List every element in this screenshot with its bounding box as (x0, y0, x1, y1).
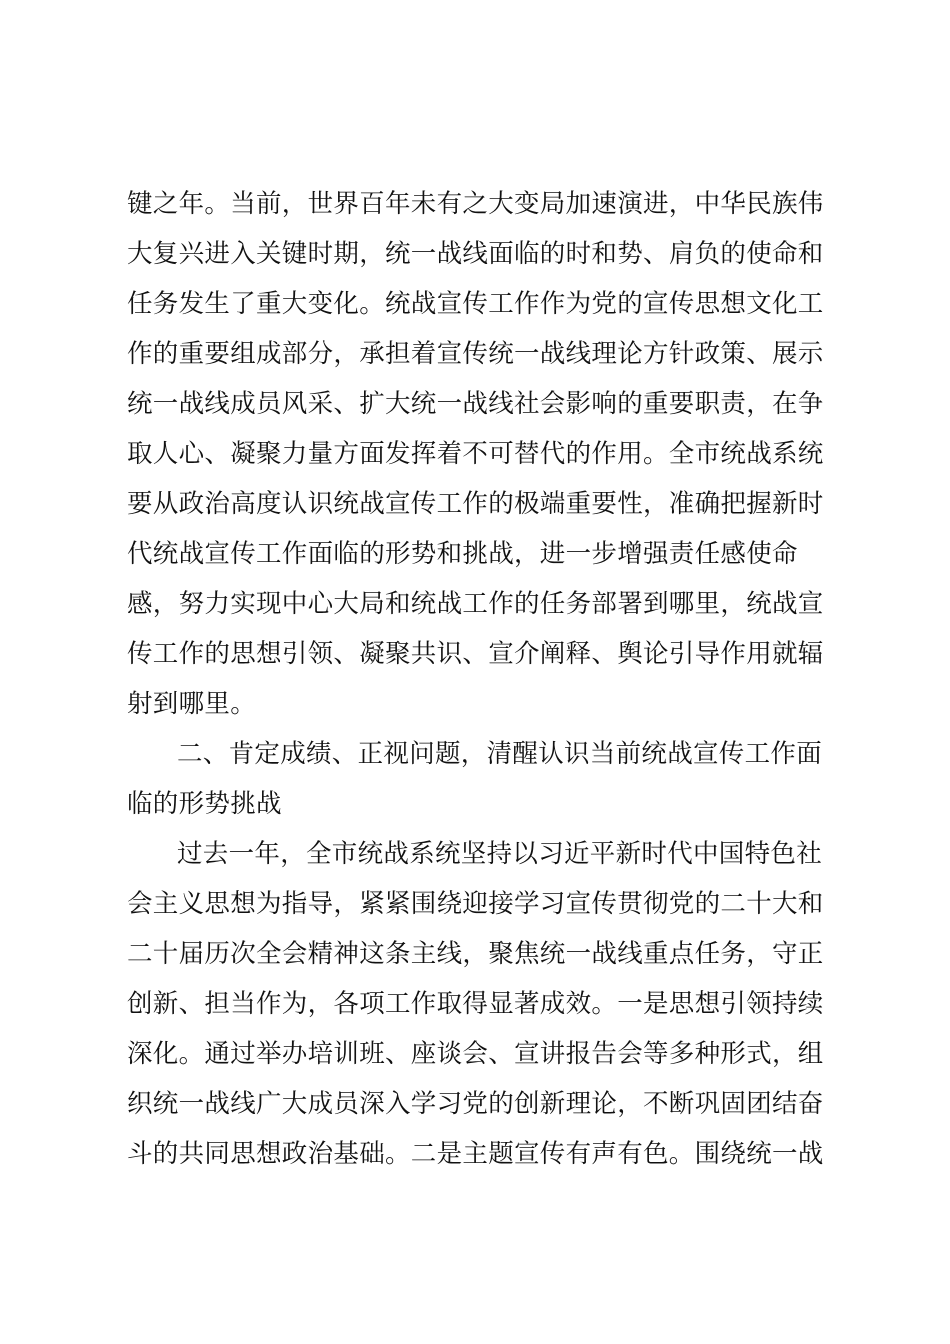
text-line: 创新、担当作为，各项工作取得显著成效。一是思想引领持续 (127, 989, 824, 1019)
text-line: 二十届历次全会精神这条主线，聚焦统一战线重点任务，守正 (127, 939, 824, 969)
text-line: 取人心、凝聚力量方面发挥着不可替代的作用。全市统战系统 (127, 439, 824, 469)
text-line: 织统一战线广大成员深入学习党的创新理论，不断巩固团结奋 (127, 1089, 824, 1119)
text-line: 作的重要组成部分，承担着宣传统一战线理论方针政策、展示 (127, 339, 824, 369)
text-line: 会主义思想为指导，紧紧围绕迎接学习宣传贯彻党的二十大和 (127, 889, 824, 919)
text-line: 任务发生了重大变化。统战宣传工作作为党的宣传思想文化工 (127, 289, 824, 319)
text-line: 要从政治高度认识统战宣传工作的极端重要性，准确把握新时 (127, 489, 824, 519)
text-line: 大复兴进入关键时期，统一战线面临的时和势、肩负的使命和 (127, 239, 824, 269)
heading-line: 二、肯定成绩、正视问题，清醒认识当前统战宣传工作面 (177, 739, 823, 769)
text-line: 感，努力实现中心大局和统战工作的任务部署到哪里，统战宣 (127, 589, 824, 619)
text-line: 深化。通过举办培训班、座谈会、宣讲报告会等多种形式，组 (127, 1039, 824, 1069)
text-line: 射到哪里。 (127, 689, 257, 719)
text-line: 过去一年，全市统战系统坚持以习近平新时代中国特色社 (177, 839, 823, 869)
text-line: 传工作的思想引领、凝聚共识、宣介阐释、舆论引导作用就辐 (127, 639, 824, 669)
text-line: 键之年。当前，世界百年未有之大变局加速演进，中华民族伟 (127, 189, 824, 219)
text-line: 斗的共同思想政治基础。二是主题宣传有声有色。围绕统一战 (127, 1139, 824, 1169)
text-line: 统一战线成员风采、扩大统一战线社会影响的重要职责，在争 (127, 389, 824, 419)
heading-line: 临的形势挑战 (127, 789, 282, 819)
text-line: 代统战宣传工作面临的形势和挑战，进一步增强责任感使命 (127, 539, 798, 569)
